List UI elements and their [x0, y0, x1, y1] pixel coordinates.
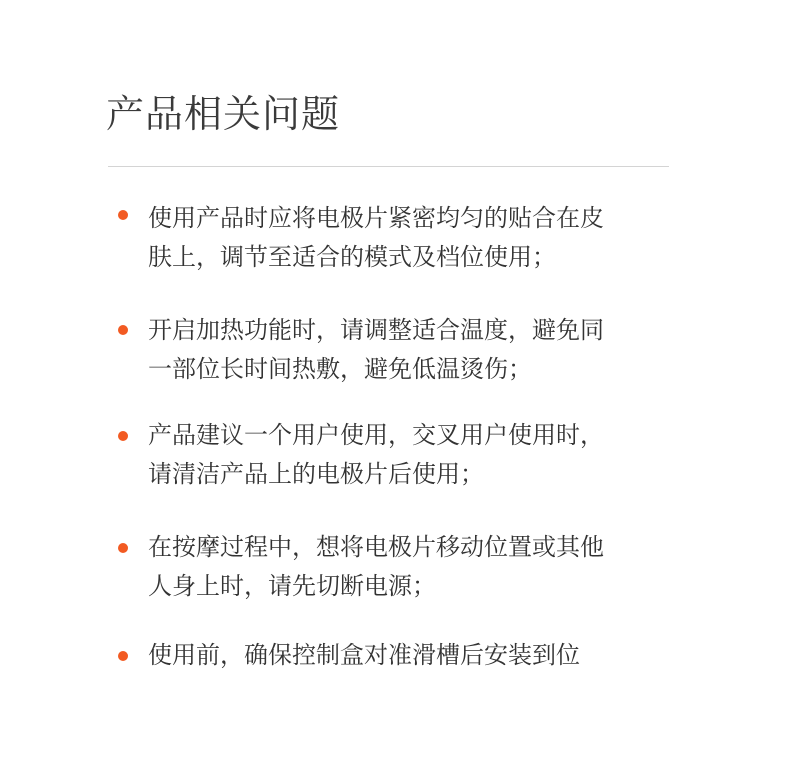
item-line: 一部位长时间热敷，避免低温烫伤；: [148, 355, 532, 383]
item-line: 人身上时，请先切断电源；: [148, 572, 436, 600]
item-line: 使用前，确保控制盒对准滑槽后安装到位: [148, 641, 580, 669]
item-line: 在按摩过程中，想将电极片移动位置或其他: [148, 533, 604, 561]
item-text: [148, 199, 678, 277]
item-line: 产品建议一个用户使用，交叉用户使用时，: [148, 421, 604, 449]
item-line: 肤上，调节至适合的模式及档位使用；: [148, 243, 556, 271]
item-line: 使用产品时应将电极片紧密均匀的贴合在皮: [148, 204, 604, 232]
item-text: [148, 311, 678, 389]
page-title: 产品相关问题: [106, 92, 341, 136]
bullet-dot-icon: [118, 543, 128, 553]
item-line: 请清洁产品上的电极片后使用；: [148, 460, 484, 488]
bullet-dot-icon: [118, 210, 128, 220]
item-text: [148, 528, 678, 606]
bullet-dot-icon: [118, 651, 128, 661]
item-text: [148, 416, 678, 494]
bullet-dot-icon: [118, 325, 128, 335]
title-divider: [108, 166, 669, 167]
item-text: [148, 636, 678, 675]
item-line: 开启加热功能时，请调整适合温度，避免同: [148, 316, 604, 344]
bullet-dot-icon: [118, 431, 128, 441]
